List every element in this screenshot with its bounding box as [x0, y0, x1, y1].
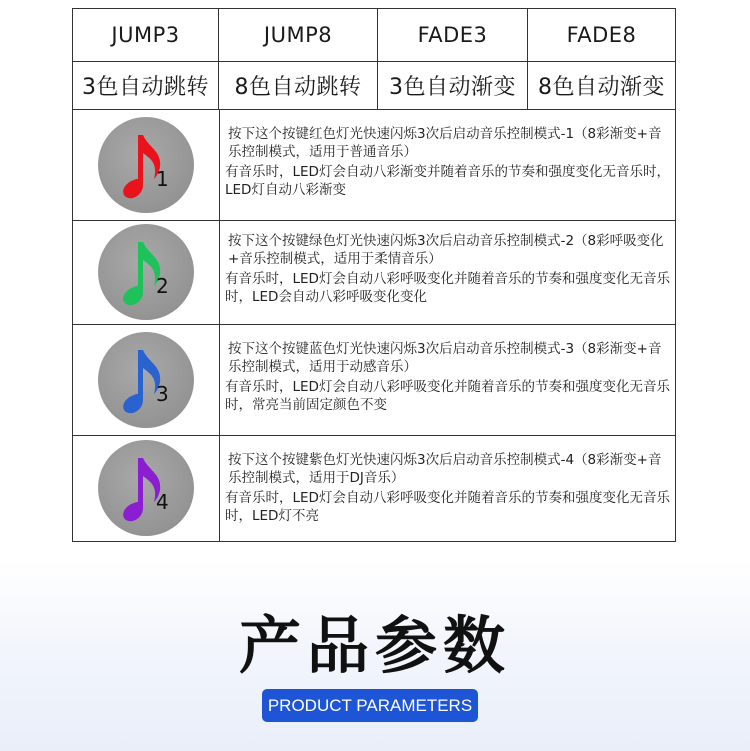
desc-jump8: 8色自动跳转	[219, 61, 378, 109]
mode-2-behavior: 有音乐时，LED灯会自动八彩呼吸变化并随着音乐的节奏和强度变化无音乐时，LED会自动八彩呼吸变化变化	[225, 271, 670, 305]
mode-text-2	[225, 220, 671, 324]
mode-code-row	[73, 9, 675, 62]
mode-table	[72, 8, 676, 542]
music-note-icon	[98, 440, 194, 536]
mode-button-3	[98, 332, 194, 428]
section-subtitle-badge: PRODUCT PARAMETERS	[262, 689, 478, 722]
mode-text-1	[225, 109, 671, 220]
mode-4-behavior: 有音乐时，LED灯会自动八彩呼吸变化并随着音乐的节奏和强度变化无音乐时，LED灯不亮	[225, 490, 670, 524]
music-mode-row-1	[73, 109, 675, 221]
note-shape-2	[123, 242, 160, 305]
music-mode-row-3	[73, 324, 675, 436]
mode-1-behavior: 有音乐时，LED灯会自动八彩渐变并随着音乐的节奏和强度变化无音乐时，LED灯自动八彩渐变	[225, 164, 670, 198]
mode-button-1	[98, 117, 194, 213]
note-shape-3	[123, 350, 160, 413]
mode-number-4: 4	[156, 490, 169, 514]
mode-icon-cell	[73, 220, 220, 324]
desc-fade8: 8色自动渐变	[538, 74, 665, 100]
mode-number-2: 2	[156, 274, 169, 298]
mode-3-instruction: 按下这个按键蓝色灯光快速闪烁3次后启动音乐控制模式-3（8彩渐变+音乐控制模式，适用于动感音乐）	[228, 341, 662, 375]
mode-text-3	[225, 324, 671, 435]
note-shape-4	[123, 458, 160, 521]
header-fade8: FADE8	[566, 23, 637, 47]
section-title: 产品参数	[238, 609, 511, 682]
mode-icon-cell	[73, 435, 220, 541]
mode-text-4	[225, 435, 671, 541]
music-note-icon	[98, 117, 194, 213]
desc-fade3: 3色自动渐变	[378, 61, 528, 109]
mode-desc-row	[73, 61, 675, 110]
music-note-icon	[98, 332, 194, 428]
mode-button-4	[98, 440, 194, 536]
mode-4-instruction: 按下这个按键紫色灯光快速闪烁3次后启动音乐控制模式-4（8彩渐变+音乐控制模式，适用于DJ音乐）	[228, 452, 662, 486]
music-mode-row-4	[73, 435, 675, 541]
mode-number-3: 3	[156, 381, 169, 406]
mode-2-instruction: 按下这个按键绿色灯光快速闪烁3次后启动音乐控制模式-2（8彩呼吸变化+音乐控制模式，适用于柔情音乐）	[228, 233, 664, 267]
mode-icon-cell	[73, 109, 220, 220]
mode-number-1: 1	[156, 166, 169, 191]
header-fade3: FADE3	[378, 9, 528, 61]
header-jump3: JUMP3	[73, 9, 219, 61]
note-shape-1	[123, 135, 160, 198]
music-note-icon	[98, 224, 194, 320]
mode-1-instruction: 按下这个按键红色灯光快速闪烁3次后启动音乐控制模式-1（8彩渐变+音乐控制模式，适用于普通音乐）	[228, 126, 662, 160]
desc-jump3: 3色自动跳转	[73, 61, 219, 109]
header-jump8: JUMP8	[219, 9, 378, 61]
mode-3-behavior: 有音乐时，LED灯会自动八彩呼吸变化并随着音乐的节奏和强度变化无音乐时，常亮当前固定颜色不变	[225, 379, 670, 413]
mode-button-2	[98, 224, 194, 320]
mode-icon-cell	[73, 324, 220, 435]
music-mode-row-2	[73, 220, 675, 325]
